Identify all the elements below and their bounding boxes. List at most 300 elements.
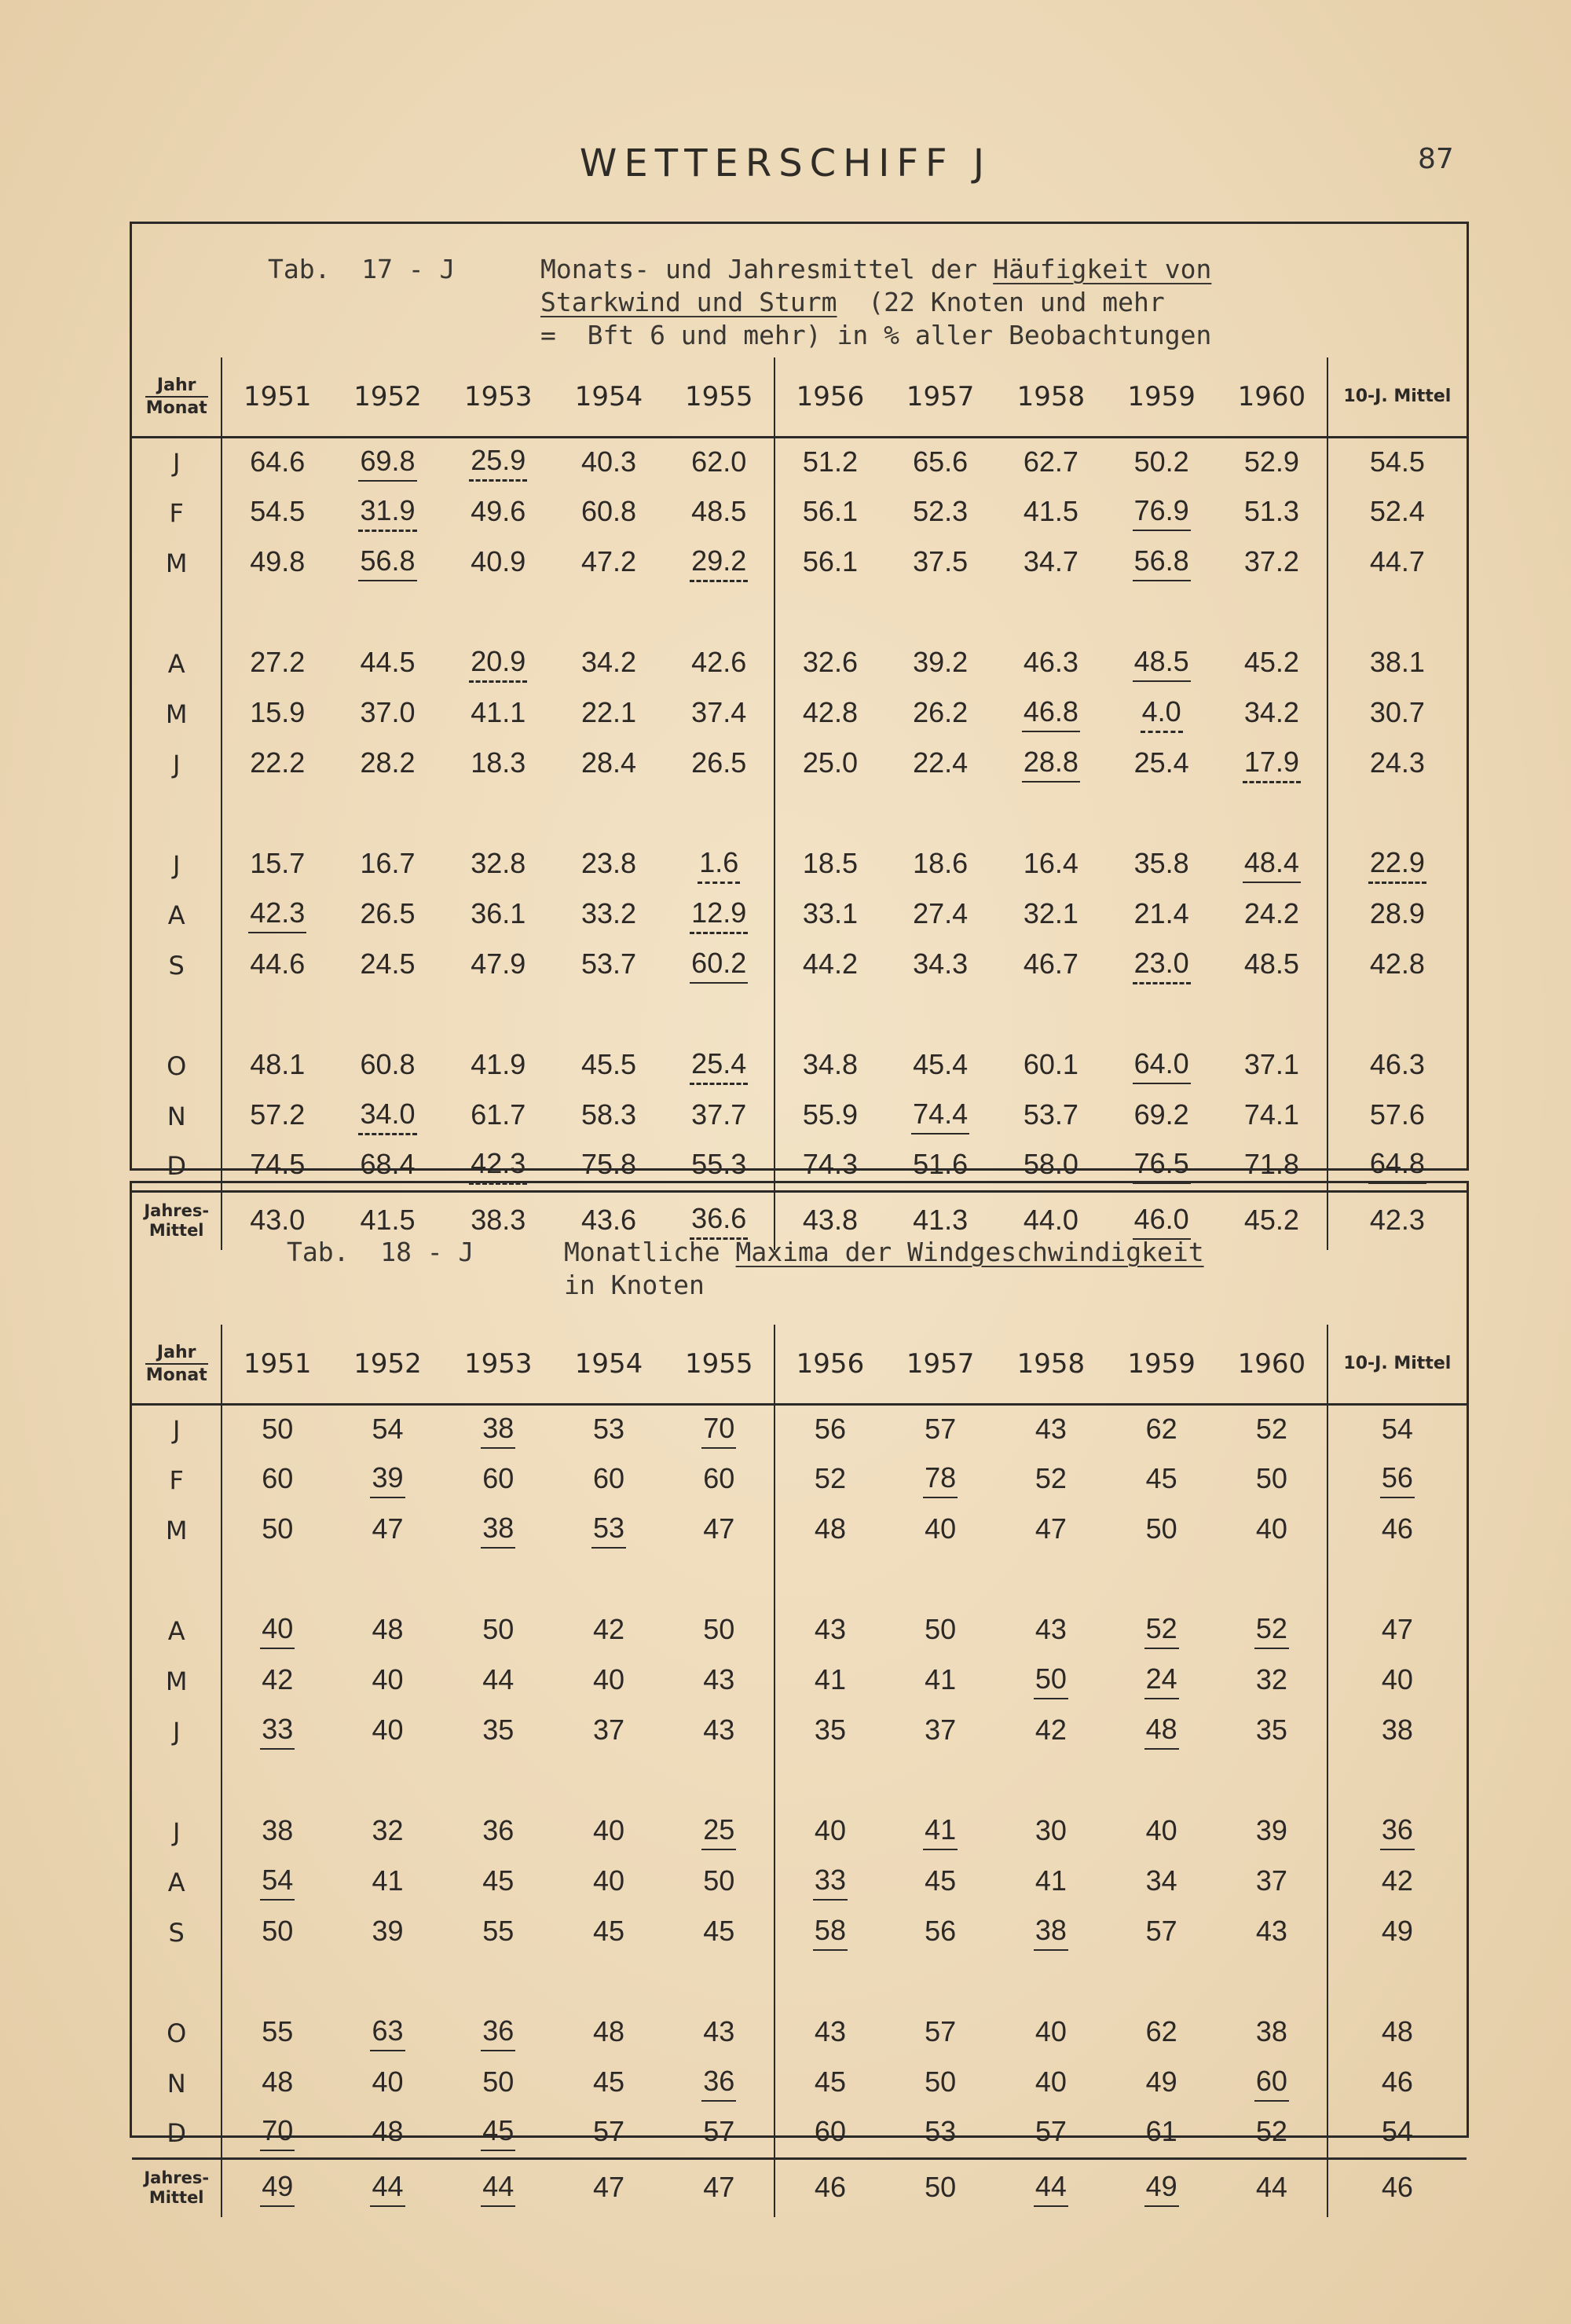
cell-value: 20.9 — [469, 645, 527, 683]
value-cell — [222, 1656, 332, 1706]
cell-value: 34.3 — [913, 948, 969, 980]
year-header: 1959 — [1127, 1348, 1196, 1380]
table-row — [132, 1807, 1467, 1857]
value-cell — [332, 488, 443, 538]
table-row — [132, 2058, 1467, 2109]
cell-value: 62 — [1145, 1412, 1177, 1445]
cell-value: 52 — [1035, 1462, 1067, 1494]
value-cell — [996, 1807, 1107, 1857]
cell-value: 46.3 — [1023, 646, 1078, 678]
cell-value: 60.8 — [360, 1048, 416, 1080]
value-cell — [222, 689, 332, 739]
cell-value: 45 — [1145, 1462, 1177, 1494]
cell-value: 70 — [701, 1412, 736, 1449]
value-cell — [1217, 1706, 1327, 1757]
value-cell — [885, 840, 996, 890]
cell-value: 50 — [925, 1613, 957, 1645]
value-cell — [664, 1041, 775, 1091]
cell-value: 39 — [372, 1915, 404, 1947]
value-cell — [222, 1807, 332, 1857]
cell-value: 54 — [372, 1412, 404, 1445]
value-cell — [554, 639, 665, 689]
table-18-grid — [132, 1325, 1467, 2217]
cell-value: 56 — [925, 1915, 957, 1947]
value-cell — [443, 1091, 554, 1142]
mean-value: 54 — [1381, 1412, 1413, 1445]
quarter-gap — [132, 1757, 1467, 1807]
value-cell — [775, 2109, 885, 2159]
value-cell — [443, 1505, 554, 1556]
cell-value: 48 — [372, 1613, 404, 1645]
value-cell — [554, 1606, 665, 1656]
cell-value: 40 — [1145, 1814, 1177, 1846]
value-cell — [222, 1455, 332, 1505]
cell-value: 60.2 — [690, 947, 748, 984]
value-cell — [775, 739, 885, 790]
table-row — [132, 1706, 1467, 1757]
cell-value: 71.8 — [1243, 1148, 1299, 1181]
cell-value: 48 — [814, 1512, 846, 1545]
mean-cell — [1327, 488, 1467, 538]
value-cell — [443, 2109, 554, 2159]
value-cell — [222, 739, 332, 790]
month-label: N — [132, 1091, 222, 1142]
cell-value: 26.5 — [691, 746, 747, 779]
month-label: J — [132, 739, 222, 790]
cell-value: 38 — [1255, 2015, 1287, 2047]
value-cell — [885, 1041, 996, 1091]
value-cell — [775, 488, 885, 538]
value-cell — [1217, 739, 1327, 790]
cell-value: 50 — [1034, 1662, 1068, 1699]
cell-value: 24.2 — [1243, 897, 1299, 929]
value-cell — [996, 1706, 1107, 1757]
value-cell — [664, 2058, 775, 2109]
cell-value: 60 — [592, 1462, 624, 1494]
table-row — [132, 1857, 1467, 1908]
value-cell — [775, 438, 885, 488]
month-label: O — [132, 1041, 222, 1091]
value-cell — [332, 639, 443, 689]
month-label: J — [132, 438, 222, 488]
cell-value: 33.2 — [580, 897, 637, 929]
value-cell — [664, 1405, 775, 1455]
cell-value: 61.7 — [471, 1098, 526, 1131]
header-year-label: Jahr — [145, 375, 208, 398]
value-cell — [332, 2159, 443, 2217]
value-cell — [443, 1908, 554, 1958]
cell-value: 44.2 — [802, 948, 858, 980]
value-cell — [885, 1706, 996, 1757]
value-cell — [885, 1908, 996, 1958]
mean-cell — [1327, 2159, 1467, 2217]
cell-value: 69.2 — [1133, 1098, 1189, 1131]
value-cell — [1106, 1505, 1217, 1556]
year-header: 1954 — [574, 1348, 643, 1380]
value-cell — [775, 1405, 885, 1455]
cell-value: 15.7 — [250, 847, 306, 879]
cell-value: 36.1 — [471, 897, 526, 929]
mean-cell — [1327, 1041, 1467, 1091]
value-cell — [554, 1807, 665, 1857]
quarter-gap — [132, 588, 1467, 639]
cell-value: 45 — [481, 2114, 515, 2151]
cell-value: 25.4 — [690, 1047, 748, 1085]
mean-value: 64.8 — [1368, 1147, 1426, 1184]
value-cell — [554, 940, 665, 991]
cell-value: 33 — [813, 1864, 848, 1901]
cell-value: 37.5 — [913, 545, 969, 577]
value-cell — [222, 840, 332, 890]
cell-value: 41.5 — [1023, 495, 1078, 527]
header-month-label: Monat — [145, 1365, 207, 1385]
mean-value: 57.6 — [1369, 1098, 1425, 1131]
value-cell — [554, 1706, 665, 1757]
value-cell — [664, 438, 775, 488]
cell-value: 56.8 — [358, 544, 416, 581]
value-cell — [332, 1405, 443, 1455]
cell-value: 53 — [925, 2115, 957, 2148]
value-cell — [885, 639, 996, 689]
value-cell — [1217, 1505, 1327, 1556]
cell-value: 45 — [592, 1915, 624, 1947]
cell-value: 34.0 — [358, 1098, 416, 1135]
value-cell — [443, 1041, 554, 1091]
cell-value: 50 — [1145, 1512, 1177, 1545]
cell-value: 36.6 — [690, 1202, 748, 1240]
cell-value: 41.1 — [471, 696, 526, 728]
value-cell — [996, 1455, 1107, 1505]
value-cell — [554, 2109, 665, 2159]
cell-value: 24.5 — [360, 948, 416, 980]
value-cell — [775, 1091, 885, 1142]
cell-value: 25.9 — [469, 444, 527, 482]
cell-value: 34.7 — [1023, 545, 1078, 577]
value-cell — [996, 840, 1107, 890]
quarter-gap — [132, 790, 1467, 840]
cell-value: 63 — [370, 2014, 405, 2051]
value-cell — [775, 2008, 885, 2058]
value-cell — [222, 639, 332, 689]
page-title: WETTERSCHIFF J — [579, 141, 992, 185]
cell-value: 29.2 — [690, 544, 748, 582]
year-header: 1958 — [1016, 1348, 1086, 1380]
annual-mean-row — [132, 2159, 1467, 2217]
table-row — [132, 1908, 1467, 1958]
cell-value: 40 — [1035, 2066, 1067, 2098]
cell-value: 57.2 — [250, 1098, 306, 1131]
cell-value: 52.3 — [913, 495, 969, 527]
value-cell — [885, 2008, 996, 2058]
month-label: F — [132, 488, 222, 538]
value-cell — [1106, 2159, 1217, 2217]
cell-value: 28.8 — [1022, 746, 1080, 783]
value-cell — [885, 739, 996, 790]
table-row — [132, 890, 1467, 940]
value-cell — [1217, 1908, 1327, 1958]
cell-value: 44.0 — [1023, 1203, 1078, 1236]
cell-value: 51.6 — [913, 1148, 969, 1181]
value-cell — [775, 1656, 885, 1706]
cell-value: 16.7 — [360, 847, 416, 879]
annual-mean-label: Jahres-Mittel — [132, 1192, 222, 1250]
cell-value: 50 — [703, 1864, 735, 1897]
cell-value: 18.6 — [913, 847, 969, 879]
cell-value: 45 — [814, 2066, 846, 2098]
cell-value: 34.8 — [802, 1048, 858, 1080]
cell-value: 23.0 — [1133, 947, 1191, 984]
mean-cell — [1327, 1606, 1467, 1656]
value-cell — [1106, 538, 1217, 588]
mean-cell — [1327, 940, 1467, 991]
value-cell — [332, 1857, 443, 1908]
value-cell — [1217, 840, 1327, 890]
value-cell — [996, 940, 1107, 991]
value-cell — [443, 2058, 554, 2109]
value-cell — [1217, 538, 1327, 588]
cell-value: 60 — [703, 1462, 735, 1494]
cell-value: 76.9 — [1133, 494, 1191, 531]
value-cell — [775, 1807, 885, 1857]
cell-value: 48.5 — [1243, 948, 1299, 980]
cell-value: 62.0 — [691, 445, 747, 478]
table-row — [132, 1606, 1467, 1656]
mean-value: 47 — [1381, 1613, 1413, 1645]
cell-value: 32 — [372, 1814, 404, 1846]
value-cell — [222, 1505, 332, 1556]
mean-value: 46 — [1381, 2066, 1413, 2098]
value-cell — [554, 1455, 665, 1505]
cell-value: 34.2 — [1243, 696, 1299, 728]
value-cell — [885, 438, 996, 488]
value-cell — [1217, 1091, 1327, 1142]
value-cell — [885, 1807, 996, 1857]
cell-value: 40 — [372, 2066, 404, 2098]
quarter-gap — [132, 991, 1467, 1041]
cell-value: 40.3 — [580, 445, 637, 478]
value-cell — [664, 2109, 775, 2159]
year-header: 1955 — [664, 357, 775, 438]
cell-value: 58.0 — [1023, 1148, 1078, 1181]
value-cell — [775, 538, 885, 588]
cell-value: 48.5 — [1133, 645, 1191, 682]
table-row — [132, 689, 1467, 739]
cell-value: 35 — [482, 1714, 515, 1746]
mean-value: 36 — [1380, 1813, 1415, 1850]
value-cell — [443, 1405, 554, 1455]
cell-value: 40 — [1255, 1512, 1287, 1545]
value-cell — [443, 1807, 554, 1857]
cell-value: 27.2 — [250, 646, 306, 678]
value-cell — [664, 1505, 775, 1556]
value-cell — [775, 940, 885, 991]
cell-value: 74.3 — [802, 1148, 858, 1181]
cell-value: 43 — [703, 1663, 735, 1695]
table-18-frame — [130, 1181, 1469, 2208]
cell-value: 60.1 — [1023, 1048, 1078, 1080]
cell-value: 28.2 — [360, 746, 416, 779]
cell-value: 42.8 — [802, 696, 858, 728]
year-header: 1951 — [244, 1348, 312, 1380]
value-cell — [1106, 1807, 1217, 1857]
value-cell — [664, 1606, 775, 1656]
year-header: 1958 — [1016, 381, 1086, 412]
cell-value: 51.3 — [1243, 495, 1299, 527]
cell-value: 25 — [701, 1813, 736, 1850]
value-cell — [775, 1455, 885, 1505]
cell-value: 46.7 — [1023, 948, 1078, 980]
cell-value: 41 — [925, 1663, 957, 1695]
cell-value: 51.2 — [802, 445, 858, 478]
cell-value: 40 — [372, 1663, 404, 1695]
cell-value: 50.2 — [1133, 445, 1189, 478]
month-label: J — [132, 1706, 222, 1757]
value-cell — [1106, 488, 1217, 538]
value-cell — [554, 538, 665, 588]
value-cell — [664, 538, 775, 588]
cell-value: 38 — [481, 1412, 515, 1449]
table-row — [132, 2008, 1467, 2058]
cell-value: 40 — [925, 1512, 957, 1545]
value-cell — [332, 1505, 443, 1556]
value-cell — [664, 840, 775, 890]
value-cell — [996, 1908, 1107, 1958]
mean-value: 42 — [1381, 1864, 1413, 1897]
cell-value: 23.8 — [580, 847, 637, 879]
value-cell — [775, 1041, 885, 1091]
value-cell — [1106, 890, 1217, 940]
header-year-label: Jahr — [145, 1342, 208, 1365]
cell-value: 44.6 — [250, 948, 306, 980]
cell-value: 36 — [481, 2014, 515, 2051]
value-cell — [996, 1656, 1107, 1706]
value-cell — [222, 488, 332, 538]
value-cell — [443, 1706, 554, 1757]
value-cell — [443, 1606, 554, 1656]
cell-value: 60 — [482, 1462, 515, 1494]
value-cell — [554, 488, 665, 538]
value-cell — [1106, 1656, 1217, 1706]
table-row — [132, 538, 1467, 588]
value-cell — [443, 2008, 554, 2058]
cell-value: 22.4 — [913, 746, 969, 779]
cell-value: 74.5 — [250, 1148, 306, 1181]
value-cell — [664, 739, 775, 790]
year-header: 1953 — [463, 1348, 533, 1380]
value-cell — [885, 538, 996, 588]
cell-value: 46.8 — [1022, 695, 1080, 732]
value-cell — [222, 1606, 332, 1656]
table-17-number: Tab. 17 - J — [268, 254, 456, 284]
mean-cell — [1327, 1857, 1467, 1908]
cell-value: 65.6 — [913, 445, 969, 478]
value-cell — [1217, 1041, 1327, 1091]
cell-value: 50 — [925, 2170, 957, 2203]
cell-value: 37.1 — [1243, 1048, 1299, 1080]
cell-value: 50 — [1255, 1462, 1287, 1494]
value-cell — [885, 1505, 996, 1556]
value-cell — [443, 488, 554, 538]
value-cell — [996, 1606, 1107, 1656]
year-header: 1960 — [1217, 1325, 1327, 1405]
cell-value: 26.2 — [913, 696, 969, 728]
month-label: J — [132, 1405, 222, 1455]
table-17-header-row — [132, 357, 1467, 438]
value-cell — [554, 2159, 665, 2217]
cell-value: 43 — [1035, 1412, 1067, 1445]
value-cell — [332, 1606, 443, 1656]
month-label: A — [132, 1857, 222, 1908]
cell-value: 56.1 — [802, 495, 858, 527]
cell-value: 12.9 — [690, 896, 748, 934]
value-cell — [443, 2159, 554, 2217]
value-cell — [222, 1405, 332, 1455]
cell-value: 31.9 — [358, 494, 416, 532]
mean-value: 22.9 — [1368, 846, 1426, 884]
cell-value: 41.9 — [471, 1048, 526, 1080]
value-cell — [443, 538, 554, 588]
value-cell — [332, 438, 443, 488]
month-label: F — [132, 1455, 222, 1505]
cell-value: 43.8 — [802, 1203, 858, 1236]
value-cell — [996, 1405, 1107, 1455]
mean-value: 42.8 — [1369, 948, 1425, 980]
cell-value: 37 — [592, 1714, 624, 1746]
month-label: N — [132, 2058, 222, 2109]
cell-value: 47 — [703, 2170, 735, 2203]
cell-value: 44 — [370, 2170, 405, 2207]
value-cell — [885, 1656, 996, 1706]
cell-value: 45 — [482, 1864, 515, 1897]
value-cell — [996, 438, 1107, 488]
cell-value: 42 — [262, 1663, 294, 1695]
cell-value: 50 — [262, 1412, 294, 1445]
value-cell — [443, 1455, 554, 1505]
cell-value: 42 — [592, 1613, 624, 1645]
value-cell — [443, 1857, 554, 1908]
month-label: M — [132, 1505, 222, 1556]
value-cell — [1106, 1455, 1217, 1505]
cell-value: 60.8 — [580, 495, 637, 527]
mean-header: 10-J. Mittel — [1343, 387, 1452, 407]
cell-value: 47.9 — [471, 948, 526, 980]
year-header: 1952 — [353, 1348, 422, 1380]
value-cell — [554, 2008, 665, 2058]
cell-value: 37 — [925, 1714, 957, 1746]
value-cell — [664, 890, 775, 940]
value-cell — [443, 689, 554, 739]
month-label: A — [132, 1606, 222, 1656]
cell-value: 27.4 — [913, 897, 969, 929]
cell-value: 57 — [703, 2115, 735, 2148]
cell-value: 35 — [1255, 1714, 1287, 1746]
table-17-grid — [132, 357, 1467, 1250]
value-cell — [222, 940, 332, 991]
cell-value: 41 — [814, 1663, 846, 1695]
cell-value: 68.4 — [360, 1148, 416, 1181]
table-row — [132, 739, 1467, 790]
value-cell — [1217, 890, 1327, 940]
table-17-caption-line-1: Monats- und Jahresmittel der Häufigkeit von — [540, 254, 1212, 284]
cell-value: 38 — [1034, 1914, 1068, 1951]
mean-value: 38 — [1381, 1714, 1413, 1746]
value-cell — [664, 2159, 775, 2217]
cell-value: 45.2 — [1243, 1203, 1299, 1236]
cell-value: 60 — [814, 2115, 846, 2148]
value-cell — [332, 1455, 443, 1505]
cell-value: 57 — [925, 1412, 957, 1445]
cell-value: 44 — [1255, 2170, 1287, 2203]
